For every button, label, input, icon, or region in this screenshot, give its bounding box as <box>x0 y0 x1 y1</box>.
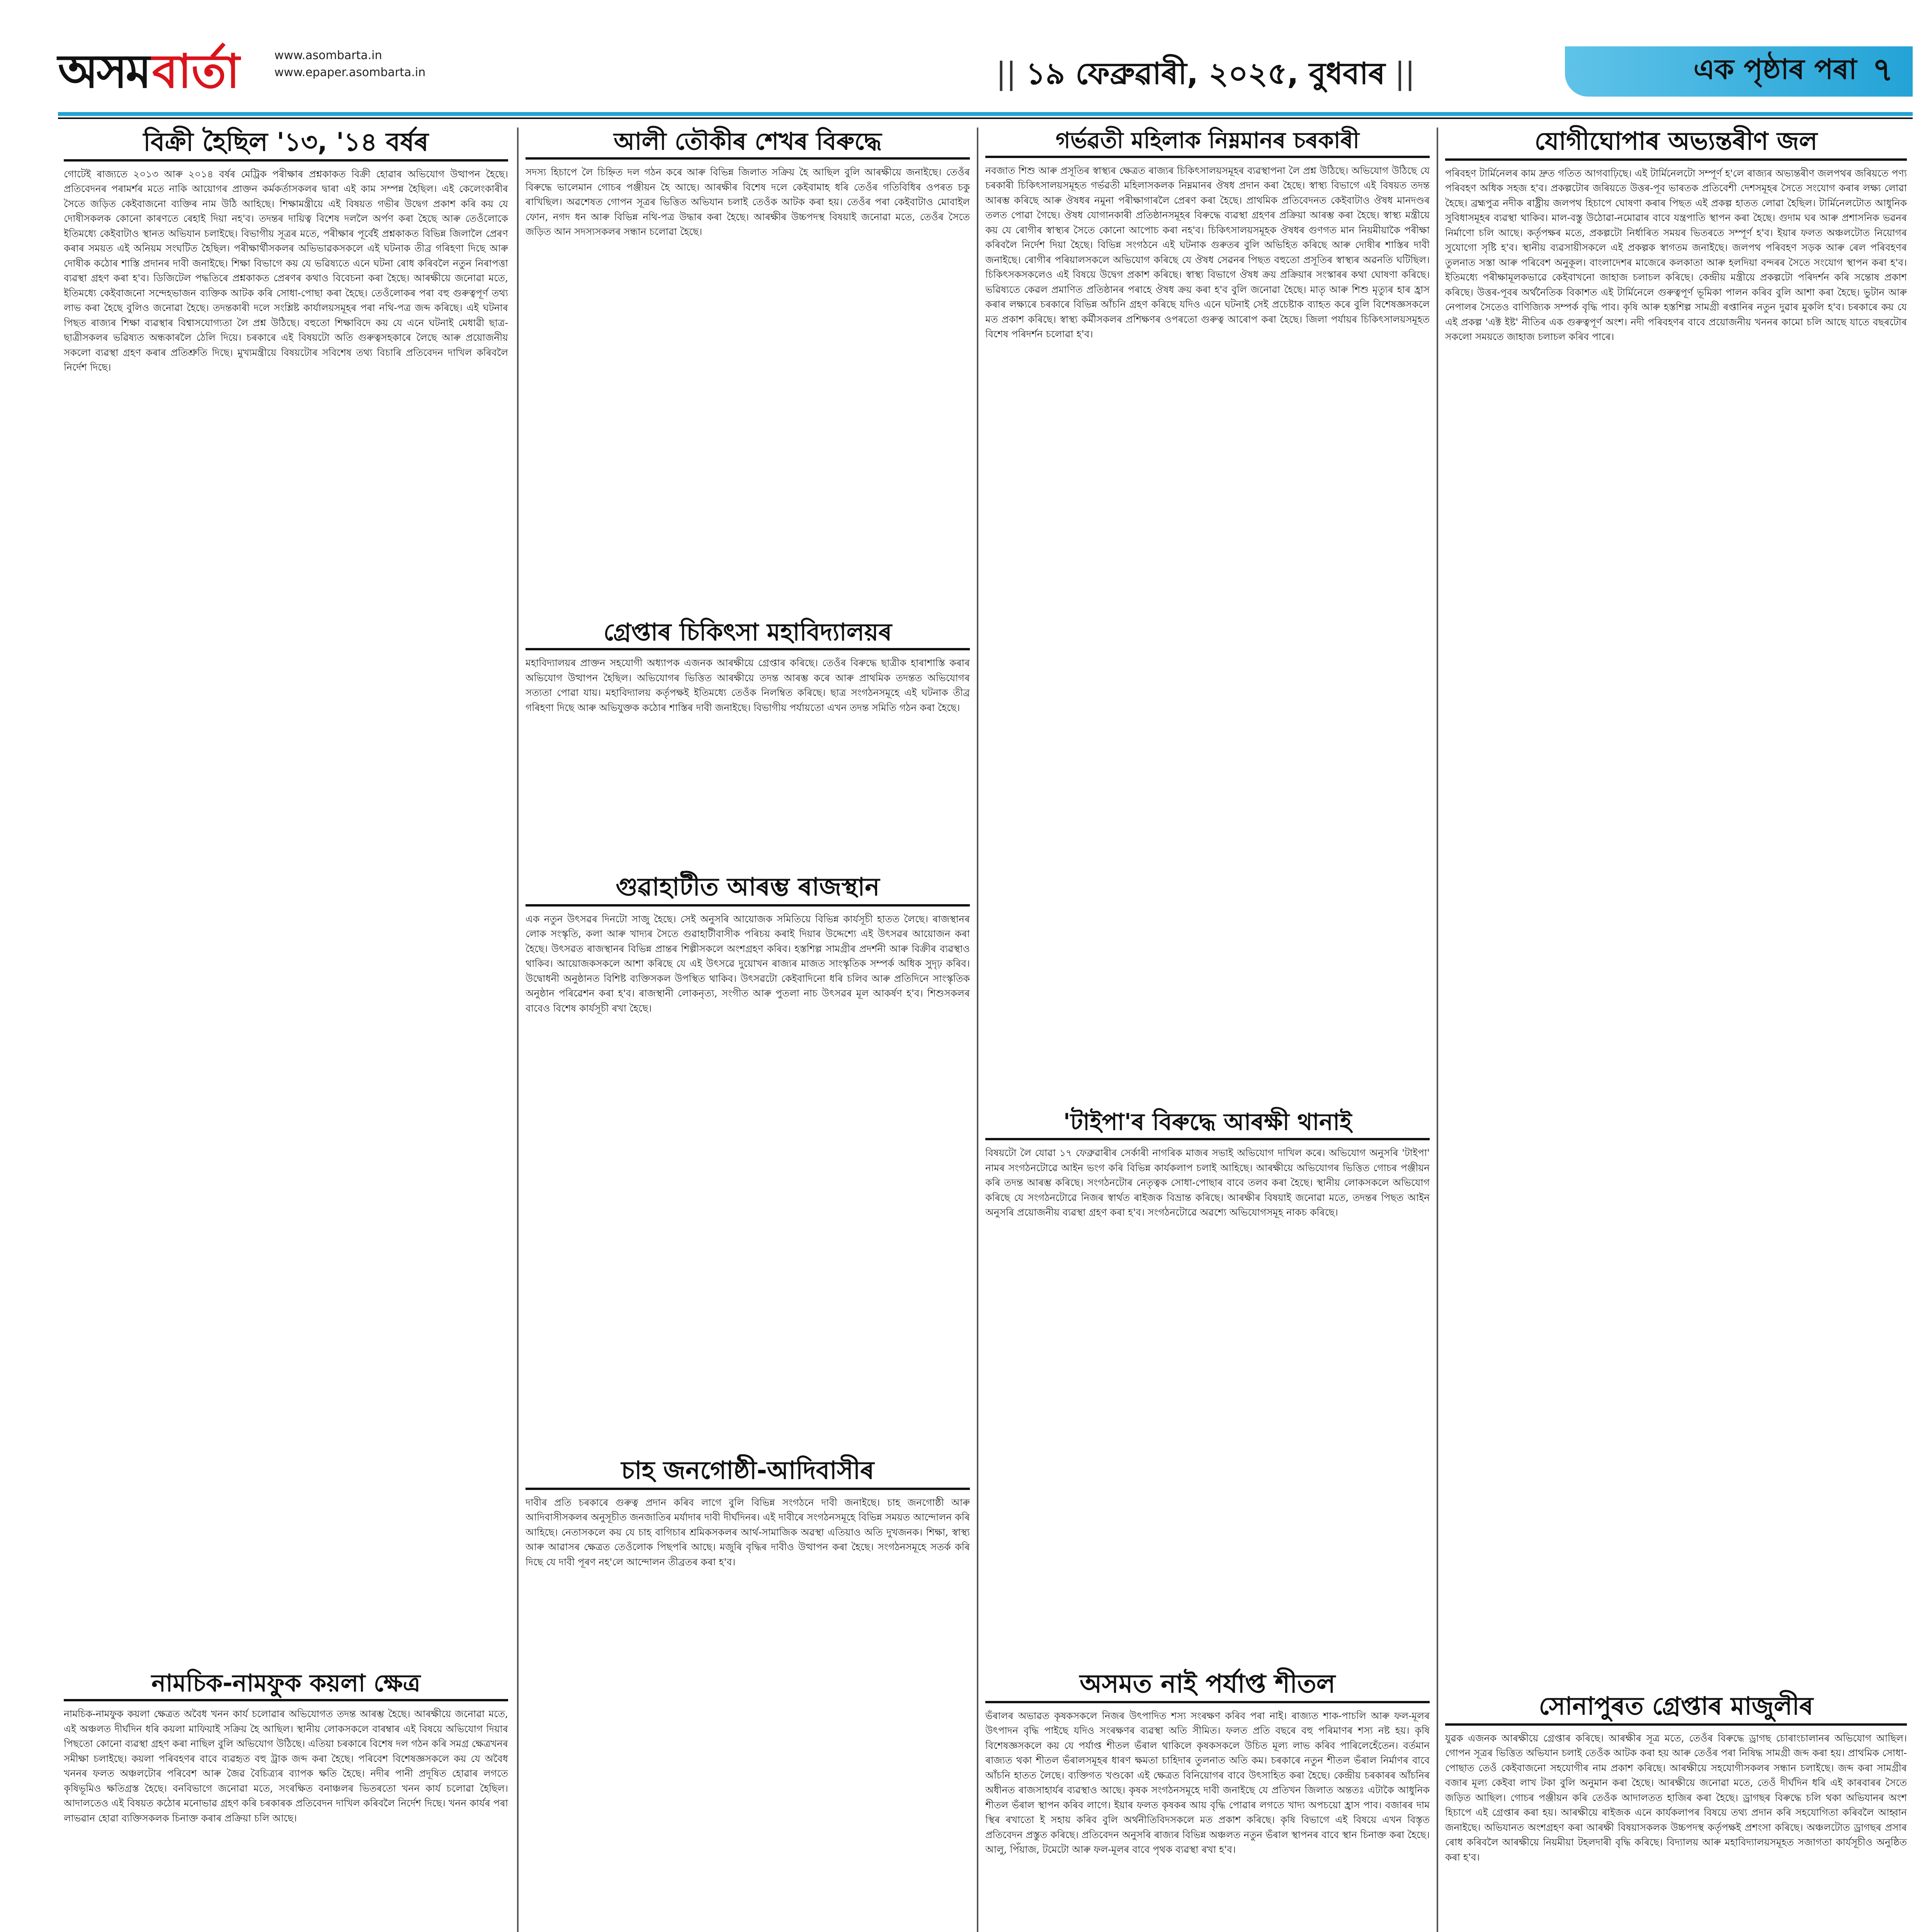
article-headline: অসমত নাই পৰ্যাপ্ত শীতল <box>985 1669 1430 1703</box>
article-headline: 'টাইপা'ৰ বিৰুদ্ধে আৰক্ষী থানাই <box>985 1109 1430 1140</box>
article-cold-storage[interactable] <box>985 1669 1430 1932</box>
article-headline: চাহ জনগোষ্ঠী-আদিবাসীৰ <box>526 1457 970 1490</box>
article-headline: নামচিক-নামফুক কয়লা ক্ষেত্ৰ <box>64 1669 508 1701</box>
article-headline: সোনাপুৰত গ্ৰেপ্তাৰ মাজুলীৰ <box>1445 1692 1907 1726</box>
article-exam-paper[interactable] <box>64 128 508 1643</box>
article-jogighopa[interactable] <box>1445 128 1907 1665</box>
epaper-link[interactable]: www.epaper.asombarta.in <box>274 66 426 79</box>
logo-word-1: অসম <box>58 44 150 99</box>
page-continuation-tag <box>1565 46 1913 97</box>
newspaper-logo[interactable] <box>58 43 240 100</box>
masthead <box>58 43 1913 100</box>
article-body: নামচিক-নামফুক কয়লা ক্ষেত্ৰত অবৈধ খনন কাৰ্য চলোৱাৰ অভিযোগত তদন্ত আৰম্ভ হৈছে। আৰক্ষীয়ে জনোৱা মতে, এই অঞ্চলত দীৰ্ঘদিন ধৰি কয়লা মাফিয়াই সক্ৰিয় হৈ আছিল। স্থানীয় লোকসকলে বাৰম্বাৰ এই বিষয়ে অভিযোগ দিয়াৰ পিছতো কোনো ব্যৱস্থা গ্ৰহণ কৰা নাছিল বুলি অভিযোগ উঠিছে। এতিয়া চৰকাৰে বিশেষ দল গঠন কৰি সমগ্ৰ ক্ষেত্ৰখনৰ সমীক্ষা চলাইছে। কয়লা পৰিবহণৰ বাবে ব্যৱহৃত বহু ট্ৰাক জব্দ কৰা হৈছে। পৰিবেশ বিশেষজ্ঞসকলে কয় যে অবৈধ খননৰ ফলত অঞ্চলটোৰ পৰিবেশ আৰু জৈৱ বৈচিত্ৰ্যৰ ব্যাপক ক্ষতি হৈছে। নদীৰ পানী প্ৰদূষিত হোৱাৰ লগতে কৃষিভূমিও ক্ষতিগ্ৰস্ত হৈছে। বনবিভাগে জনোৱা মতে, সংৰক্ষিত বনাঞ্চলৰ ভিতৰতো খনন কাৰ্য চলোৱা হৈছিল। আদালতেও এই বিষয়ত কঠোৰ মনোভাৱ গ্ৰহণ কৰি চৰকাৰক প্ৰতিবেদন দাখিল কৰিবলৈ নিৰ্দেশ দিছে। খনন কাৰ্যৰ পৰা লাভৱান হোৱা ব্যক্তিসকলক চিনাক্ত কৰাৰ প্ৰক্ৰিয়া চলি আছে। <box>64 1708 508 1824</box>
article-headline: গুৱাহাটীত আৰম্ভ ৰাজস্থান <box>526 873 970 906</box>
issue-date: || ১৯ ফেব্ৰুৱাৰী, ২০২৫, বুধবাৰ || <box>996 56 1415 91</box>
article-body: যুৱক এজনক আৰক্ষীয়ে গ্ৰেপ্তাৰ কৰিছে। আৰক্ষীৰ সূত্ৰ মতে, তেওঁৰ বিৰুদ্ধে ড্ৰাগছ চোৰাংচালানৰ অভিযোগ আছিল। গোপন সূত্ৰৰ ভিত্তিত অভিযান চলাই তেওঁক আটক কৰা হয় আৰু তেওঁৰ পৰা নিষিদ্ধ সামগ্ৰী জব্দ কৰা হয়। প্ৰাথমিক সোধা-পোছাত তেওঁ কেইবাজনো সহযোগীৰ নাম প্ৰকাশ কৰিছে। আৰক্ষীয়ে সহযোগীসকলৰ সন্ধান চলাইছে। জব্দ কৰা সামগ্ৰীৰ বজাৰ মূল্য কেইবা লাখ টকা বুলি অনুমান কৰা হৈছে। আৰক্ষীয়ে জনোৱা মতে, তেওঁ দীৰ্ঘদিন ধৰি এই কাৰবাৰৰ সৈতে জড়িত আছিল। গোচৰ পঞ্জীয়ন কৰি তেওঁক আদালতত হাজিৰ কৰা হৈছে। ড্ৰাগছৰ বিৰুদ্ধে চলি থকা অভিযানৰ অংশ হিচাপে এই গ্ৰেপ্তাৰ কৰা হয়। আৰক্ষীয়ে ৰাইজক এনে কাৰ্যকলাপৰ বিষয়ে তথ্য প্ৰদান কৰি সহযোগিতা কৰিবলৈ আহ্বান জনাইছে। অভিযানত অংশগ্ৰহণ কৰা আৰক্ষী বিষয়াসকলক উচ্চপদস্থ কৰ্তৃপক্ষই প্ৰশংসা কৰিছে। অঞ্চলটোত ড্ৰাগছৰ প্ৰসাৰ ৰোধ কৰিবলৈ আৰক্ষীয়ে নিয়মীয়া টহলদাৰী বৃদ্ধি কৰিছে। বিদ্যালয় আৰু মহাবিদ্যালয়সমূহত সজাগতা কাৰ্যসূচীও অনুষ্ঠিত কৰা হ'ব। <box>1445 1732 1907 1863</box>
page-number: ৭ <box>1872 50 1893 88</box>
article-taipa[interactable] <box>985 1109 1430 1640</box>
article-coal-field[interactable] <box>64 1669 508 1932</box>
article-sonapur-arrest[interactable] <box>1445 1692 1907 1932</box>
article-body: দাবীৰ প্ৰতি চৰকাৰে গুৰুত্ব প্ৰদান কৰিব লাগে বুলি বিভিন্ন সংগঠনে দাবী জনাইছে। চাহ জনগোষ্ঠী আৰু আদিবাসীসকলৰ অনুসূচীত জনজাতিৰ মৰ্যাদাৰ দাবী দীৰ্ঘদিনৰ। এই দাবীৰে সংগঠনসমূহে বিভিন্ন সময়ত আন্দোলন কৰি আহিছে। নেতাসকলে কয় যে চাহ বাগিচাৰ শ্ৰমিকসকলৰ আৰ্থ-সামাজিক অৱস্থা এতিয়াও অতি দুখজনক। শিক্ষা, স্বাস্থ্য আৰু আৱাসৰ ক্ষেত্ৰত তেওঁলোক পিছপৰি আছে। মজুৰি বৃদ্ধিৰ দাবীও উত্থাপন কৰা হৈছে। সংগঠনসমূহে সতৰ্ক কৰি দিছে যে দাবী পূৰণ নহ'লে আন্দোলন তীব্ৰতৰ কৰা হ'ব। <box>526 1497 970 1568</box>
header-rule <box>58 112 1913 116</box>
article-headline: গ্ৰেপ্তাৰ চিকিৎসা মহাবিদ্যালয়ৰ <box>526 618 970 650</box>
header-rule-thin <box>58 117 1913 119</box>
article-body: ভঁৰালৰ অভাৱত কৃষকসকলে নিজৰ উৎপাদিত শস্য সংৰক্ষণ কৰিব পৰা নাই। ৰাজ্যত শাক-পাচলি আৰু ফল-মূলৰ উৎপাদন বৃদ্ধি পাইছে যদিও সংৰক্ষণৰ ব্যৱস্থা অতি সীমিত। ফলত প্ৰতি বছৰে বহু পৰিমাণৰ শস্য নষ্ট হয়। কৃষি বিশেষজ্ঞসকলে কয় যে পৰ্যাপ্ত শীতল ভঁৰাল থাকিলে কৃষকসকলে উচিত মূল্য লাভ কৰিব পাৰিলেহেঁতেন। বৰ্তমান ৰাজ্যত থকা শীতল ভঁৰালসমূহৰ ধাৰণ ক্ষমতা চাহিদাৰ তুলনাত অতি কম। চৰকাৰে নতুন শীতল ভঁৰাল নিৰ্মাণৰ বাবে আঁচনি হাতত লৈছে। ব্যক্তিগত খণ্ডকো এই ক্ষেত্ৰত বিনিয়োগৰ বাবে উৎসাহিত কৰা হৈছে। কেন্দ্ৰীয় চৰকাৰৰ আঁচনিৰ অধীনত ৰাজসাহাৰ্যৰ ব্যৱস্থাও আছে। কৃষক সংগঠনসমূহে দাবী জনাইছে যে প্ৰতিখন জিলাত অন্ততঃ এটাকৈ আধুনিক শীতল ভঁৰাল স্থাপন কৰিব লাগে। ইয়াৰ ফলত কৃষকৰ আয় বৃদ্ধি পোৱাৰ লগতে খাদ্য অপচয়ো হ্ৰাস পাব। বজাৰৰ দাম স্থিৰ ৰখাতো ই সহায় কৰিব বুলি অৰ্থনীতিবিদসকলে মত প্ৰকাশ কৰিছে। কৃষি বিভাগে এই বিষয়ে এখন বিস্তৃত প্ৰতিবেদন প্ৰস্তুত কৰিছে। প্ৰতিবেদন অনুসৰি ৰাজ্যৰ বিভিন্ন অঞ্চলত নতুন ভঁৰাল স্থাপনৰ বাবে স্থান চিনাক্ত কৰা হৈছে। আলু, পিঁয়াজ, টমেটো আৰু ফল-মূলৰ বাবে পৃথক ব্যৱস্থা ৰখা হ'ব। <box>985 1710 1430 1855</box>
article-ali-toukir[interactable] <box>526 128 970 594</box>
article-body: পৰিবহণ টাৰ্মিনেলৰ কাম দ্ৰুত গতিত আগবাঢ়িছে। এই টাৰ্মিনেলটো সম্পূৰ্ণ হ'লে ৰাজ্যৰ অভ্যন্তৰীণ জলপথৰ জৰিয়তে পণ্য পৰিবহণ অধিক সহজ হ'ব। প্ৰকল্পটোৰ জৰিয়তে উত্তৰ-পূব ভাৰতক প্ৰতিবেশী দেশসমূহৰ সৈতে সংযোগ কৰাৰ লক্ষ্য লোৱা হৈছে। ব্ৰহ্মপুত্ৰ নদীক ৰাষ্ট্ৰীয় জলপথ হিচাপে ঘোষণা কৰাৰ পিছত এই প্ৰকল্প হাতত লোৱা হৈছিল। টাৰ্মিনেলটোত আধুনিক সুবিধাসমূহৰ ব্যৱস্থা থাকিব। মাল-বস্তু উঠোৱা-নমোৱাৰ বাবে যন্ত্ৰপাতি স্থাপন কৰা হৈছে। গুদাম ঘৰ আৰু প্ৰশাসনিক ভৱনৰ নিৰ্মাণো চলি আছে। কৰ্তৃপক্ষৰ মতে, প্ৰকল্পটো নিৰ্ধাৰিত সময়ৰ ভিতৰতে সম্পূৰ্ণ হ'ব। ইয়াৰ ফলত অঞ্চলটোত নিয়োগৰ সুযোগো সৃষ্টি হ'ব। স্থানীয় ব্যৱসায়ীসকলে এই প্ৰকল্পক স্বাগতম জনাইছে। জলপথ পৰিবহণ সড়ক আৰু ৰেল পৰিবহণৰ তুলনাত সস্তা আৰু পৰিবেশ অনুকূল। বাংলাদেশৰ মাজেৰে কলকাতা আৰু হলদিয়া বন্দৰৰ সৈতে সংযোগ স্থাপন কৰা হ'ব। ইতিমধ্যে পৰীক্ষামূলকভাৱে কেইবাখনো জাহাজ চলাচল কৰিছে। কেন্দ্ৰীয় মন্ত্ৰীয়ে প্ৰকল্পটো পৰিদৰ্শন কৰি সন্তোষ প্ৰকাশ কৰিছে। উত্তৰ-পূবৰ অৰ্থনৈতিক বিকাশত এই টাৰ্মিনেলে গুৰুত্বপূৰ্ণ ভূমিকা পালন কৰিব বুলি আশা কৰা হৈছে। ভুটান আৰু নেপালৰ সৈতেও বাণিজ্যিক সম্পৰ্ক বৃদ্ধি পাব। কৃষি আৰু হস্তশিল্প সামগ্ৰী ৰপ্তানিৰ নতুন দুৱাৰ মুকলি হ'ব। চৰকাৰে কয় যে এই প্ৰকল্প 'এক্ট ইষ্ট' নীতিৰ এক গুৰুত্বপূৰ্ণ অংশ। নদী পৰিবহণৰ বাবে প্ৰয়োজনীয় খননৰ কামো চলি আছে যাতে বছৰটোৰ সকলো সময়তে জাহাজ চলাচল কৰিব পাৰে। <box>1445 167 1907 343</box>
column-divider <box>1437 128 1438 1932</box>
article-headline: বিক্ৰী হৈছিল '১৩, '১৪ বৰ্ষৰ <box>64 128 508 162</box>
article-body: গোটেই ৰাজ্যতে ২০১৩ আৰু ২০১৪ বৰ্ষৰ মেট্ৰিক পৰীক্ষাৰ প্ৰশ্নকাকত বিক্ৰী হোৱাৰ অভিযোগ উত্থাপন হৈছে। প্ৰতিবেদনৰ পৰামৰ্শৰ মতে নাকি আয়োগৰ প্ৰাক্তন কৰ্মকৰ্তাসকলৰ দ্বাৰা এই কাম সম্পন্ন হৈছিল। এই কেলেংকাৰীৰ সৈতে জড়িত কেইবাজনো ব্যক্তিৰ নাম উঠি আহিছে। শিক্ষামন্ত্ৰীয়ে এই বিষয়ত গভীৰ উদ্বেগ প্ৰকাশ কৰি কয় যে দোষীসকলক কোনো কাৰণতে ৰেহাই দিয়া নহ'ব। তদন্তৰ দায়িত্ব বিশেষ দললৈ অৰ্পণ কৰা হৈছে আৰু তেওঁলোকে ইতিমধ্যে কেইবাটাও স্থানত অভিযান চলাইছে। বিভাগীয় সূত্ৰৰ মতে, পৰীক্ষাৰ পূৰ্বেই প্ৰশ্নকাকত বিভিন্ন জিলালৈ প্ৰেৰণ কৰাৰ সময়ত এই অনিয়ম সংঘটিত হৈছিল। পৰীক্ষাৰ্থীসকলৰ অভিভাৱকসকলে এই ঘটনাক তীব্ৰ গৰিহণা দিছে আৰু দোষীক কঠোৰ শাস্তি প্ৰদানৰ দাবী জনাইছে। শিক্ষা বিভাগে কয় যে ভৱিষ্যতে এনে ঘটনা ৰোধ কৰিবলৈ নতুন নিৰাপত্তা ব্যৱস্থা গ্ৰহণ কৰা হ'ব। ডিজিটেল পদ্ধতিৰে প্ৰশ্নকাকত প্ৰেৰণৰ কথাও বিবেচনা কৰা হৈছে। আৰক্ষীয়ে জনোৱা মতে, ইতিমধ্যে কেইবাজনো সন্দেহভাজন ব্যক্তিক আটক কৰি সোধা-পোছা কৰা হৈছে। তেওঁলোকৰ পৰা বহু গুৰুত্বপূৰ্ণ তথ্য লাভ কৰা হৈছে বুলিও জনোৱা হৈছে। তদন্তকাৰী দলে সংশ্লিষ্ট কাৰ্যালয়সমূহৰ পৰা নথি-পত্ৰ জব্দ কৰিছে। এই ঘটনাৰ পিছত ৰাজ্যৰ শিক্ষা ব্যৱস্থাৰ বিশ্বাসযোগ্যতা লৈ প্ৰশ্ন উঠিছে। বহুতো শিক্ষাবিদে কয় যে এনে ঘটনাই মেধাৱী ছাত্ৰ-ছাত্ৰীসকলৰ ভৱিষ্যত অন্ধকাৰলৈ ঠেলি দিয়ে। চৰকাৰে এই বিষয়টো অতি গুৰুত্বসহকাৰে লৈছে আৰু প্ৰয়োজনীয় সকলো ব্যৱস্থা গ্ৰহণ কৰাৰ প্ৰতিশ্ৰুতি দিছে। মুখ্যমন্ত্ৰীয়ে বিষয়টোৰ সবিশেষ তথ্য বিচাৰি প্ৰতিবেদন দাখিল কৰিবলৈ নিৰ্দেশ দিছে। <box>64 168 508 373</box>
article-body: সদস্য হিচাপে লৈ চিহ্নিত দল গঠন কৰে আৰু বিভিন্ন জিলাত সক্ৰিয় হৈ আছিল বুলি আৰক্ষীয়ে জনাইছে। তেওঁৰ বিৰুদ্ধে ভালেমান গোচৰ পঞ্জীয়ন হৈ আছে। আৰক্ষীৰ বিশেষ দলে কেইবামাহ ধৰি তেওঁৰ গতিবিধিৰ ওপৰত চকু ৰাখিছিল। অৱশেষত গোপন সূত্ৰৰ ভিত্তিত অভিযান চলাই তেওঁক আটক কৰা হয়। তেওঁৰ পৰা কেইবাটাও মোবাইল ফোন, নগদ ধন আৰু বিভিন্ন নথি-পত্ৰ উদ্ধাৰ কৰা হৈছে। আৰক্ষীৰ উচ্চপদস্থ বিষয়াই জনোৱা মতে, তেওঁৰ সৈতে জড়িত আন সদস্যসকলৰ সন্ধান চলোৱা হৈছে। <box>526 167 970 238</box>
article-medical-college[interactable] <box>526 618 970 849</box>
article-body: নবজাত শিশু আৰু প্ৰসূতিৰ স্বাস্থ্যৰ ক্ষেত্ৰত ৰাজ্যৰ চিকিৎসালয়সমূহৰ ব্যৱস্থাপনা লৈ প্ৰশ্ন উঠিছে। অভিযোগ উঠিছে যে চৰকাৰী চিকিৎসালয়সমূহত গৰ্ভৱতী মহিলাসকলক নিম্নমানৰ ঔষধ প্ৰদান কৰা হৈছে। স্বাস্থ্য বিভাগে এই বিষয়ত তদন্ত আৰম্ভ কৰিছে আৰু ঔষধৰ নমুনা পৰীক্ষাগাৰলৈ প্ৰেৰণ কৰা হৈছে। প্ৰাথমিক প্ৰতিবেদনত কেইবাটাও ঔষধ মানদণ্ডৰ তলত পোৱা গৈছে। ঔষধ যোগানকাৰী প্ৰতিষ্ঠানসমূহৰ বিৰুদ্ধে ব্যৱস্থা গ্ৰহণৰ প্ৰক্ৰিয়া আৰম্ভ কৰা হৈছে। স্বাস্থ্য মন্ত্ৰীয়ে কয় যে ৰোগীৰ স্বাস্থ্যৰ সৈতে কোনো আপোচ কৰা নহ'ব। চিকিৎসালয়সমূহক ঔষধৰ গুণগত মান নিয়মীয়াকৈ পৰীক্ষা কৰিবলৈ নিৰ্দেশ দিয়া হৈছে। বিভিন্ন সংগঠনে এই ঘটনাক গুৰুতৰ বুলি অভিহিত কৰিছে আৰু দোষীৰ শাস্তিৰ দাবী জনাইছে। ৰোগীৰ পৰিয়ালসকলে অভিযোগ কৰিছে যে ঔষধ সেৱনৰ পিছত বহুতো প্ৰসূতিৰ স্বাস্থ্যৰ অৱনতি ঘটিছিল। চিকিৎসকসকলেও এই বিষয়ে উদ্বেগ প্ৰকাশ কৰিছে। স্বাস্থ্য বিভাগে ঔষধ ক্ৰয় প্ৰক্ৰিয়াৰ সংস্কাৰৰ কথা ঘোষণা কৰিছে। ভৱিষ্যতে কেৱল প্ৰমাণিত প্ৰতিষ্ঠানৰ পৰাহে ঔষধ ক্ৰয় কৰা হ'ব বুলি জনোৱা হৈছে। মাতৃ আৰু শিশু মৃত্যুৰ হাৰ হ্ৰাস কৰাৰ লক্ষ্যৰে চৰকাৰে বিভিন্ন আঁচনি গ্ৰহণ কৰিছে যদিও এনে ঘটনাই সেই প্ৰচেষ্টাক ব্যাহত কৰে বুলি বিশেষজ্ঞসকলে মত প্ৰকাশ কৰিছে। স্বাস্থ্য কৰ্মীসকলৰ প্ৰশিক্ষণৰ ওপৰতো গুৰুত্ব আৰোপ কৰা হৈছে। জিলা পৰ্যায়ৰ চিকিৎসালয়সমূহত বিশেষ পৰিদৰ্শন চলোৱা হ'ব। <box>985 165 1430 340</box>
article-rajasthan[interactable] <box>526 873 970 1434</box>
column-divider <box>517 128 519 1932</box>
article-headline: আলী তৌকীৰ শেখৰ বিৰুদ্ধে <box>526 128 970 160</box>
page-continuation-label: এক পৃষ্ঠাৰ পৰা <box>1693 53 1857 85</box>
column-divider <box>977 128 978 1932</box>
article-body: বিষয়টো লৈ যোৱা ১৭ ফেব্ৰুৱাৰীৰ সেৰ্কাৰী নাগৰিক মাজৰ সভাই অভিযোগ দাখিল কৰে। অভিযোগ অনুসৰি 'টাইপা' নামৰ সংগঠনটোৱে আইন ভংগ কৰি বিভিন্ন কাৰ্যকলাপ চলাই আহিছে। আৰক্ষীয়ে অভিযোগৰ ভিত্তিত গোচৰ পঞ্জীয়ন কৰি তদন্ত আৰম্ভ কৰিছে। সংগঠনটোৰ নেতৃত্বক সোধা-পোছাৰ বাবে তলব কৰা হৈছে। স্থানীয় লোকসকলে অভিযোগ কৰিছে যে সংগঠনটোৱে নিজৰ স্বাৰ্থত ৰাইজক বিভ্ৰান্ত কৰিছে। আৰক্ষীৰ বিষয়াই জনোৱা মতে, তদন্তৰ পিছত আইন অনুসৰি প্ৰয়োজনীয় ব্যৱস্থা গ্ৰহণ কৰা হ'ব। সংগঠনটোৱে অৱশ্যে অভিযোগসমূহ নাকচ কৰিছে। <box>985 1147 1430 1218</box>
article-tea-tribe[interactable] <box>526 1457 970 1932</box>
website-links <box>274 47 475 81</box>
article-pregnant-women[interactable] <box>985 128 1430 1083</box>
issue-date-text: ১৯ ফেব্ৰুৱাৰী, ২০২৫, বুধবাৰ <box>1026 56 1385 91</box>
website-link[interactable]: www.asombarta.in <box>274 49 382 62</box>
article-body: মহাবিদ্যালয়ৰ প্ৰাক্তন সহযোগী অধ্যাপক এজনক আৰক্ষীয়ে গ্ৰেপ্তাৰ কৰিছে। তেওঁৰ বিৰুদ্ধে ছাত্ৰীক হাৰাশাস্তি কৰাৰ অভিযোগ উত্থাপন হৈছিল। অভিযোগৰ ভিত্তিত আৰক্ষীয়ে তদন্ত আৰম্ভ কৰে আৰু প্ৰাথমিক তদন্তত অভিযোগৰ সত্যতা পোৱা যায়। মহাবিদ্যালয় কৰ্তৃপক্ষই ইতিমধ্যে তেওঁক নিলম্বিত কৰিছে। ছাত্ৰ সংগঠনসমূহে এই ঘটনাক তীব্ৰ গৰিহণা দিছে আৰু অভিযুক্তক কঠোৰ শাস্তিৰ দাবী জনাইছে। বিভাগীয় পৰ্যায়তো এখন তদন্ত সমিতি গঠন কৰা হৈছে। <box>526 657 970 713</box>
article-body: এক নতুন উৎসৱৰ দিনটো সাজু হৈছে। সেই অনুসৰি আয়োজক সমিতিয়ে বিভিন্ন কাৰ্যসূচী হাতত লৈছে। ৰাজস্থানৰ লোক সংস্কৃতি, কলা আৰু খাদ্যৰ সৈতে গুৱাহাটীবাসীক পৰিচয় কৰাই দিয়াৰ উদ্দেশ্যে এই উৎসৱৰ আয়োজন কৰা হৈছে। উৎসৱত ৰাজস্থানৰ বিভিন্ন প্ৰান্তৰ শিল্পীসকলে অংশগ্ৰহণ কৰিব। হস্তশিল্প সামগ্ৰীৰ প্ৰদৰ্শনী আৰু বিক্ৰীৰ ব্যৱস্থাও থাকিব। আয়োজকসকলে আশা কৰিছে যে এই উৎসৱে দুয়োখন ৰাজ্যৰ মাজত সাংস্কৃতিক সম্পৰ্ক অধিক সুদৃঢ় কৰিব। উদ্বোধনী অনুষ্ঠানত বিশিষ্ট ব্যক্তিসকল উপস্থিত থাকিব। উৎসৱটো কেইবাদিনো ধৰি চলিব আৰু প্ৰতিদিনে সাংস্কৃতিক অনুষ্ঠান পৰিৱেশন কৰা হ'ব। ৰাজস্থানী লোকনৃত্য, সংগীত আৰু পুতলা নাচ উৎসৱৰ মূল আকৰ্ষণ হ'ব। শিশুসকলৰ বাবেও বিশেষ কাৰ্যসূচী ৰখা হৈছে। <box>526 913 970 1014</box>
article-headline: গৰ্ভৱতী মহিলাক নিম্নমানৰ চৰকাৰী <box>985 128 1430 158</box>
logo-word-2: বাৰ্তা <box>152 44 240 99</box>
article-headline: যোগীঘোপাৰ অভ্যন্তৰীণ জল <box>1445 128 1907 161</box>
